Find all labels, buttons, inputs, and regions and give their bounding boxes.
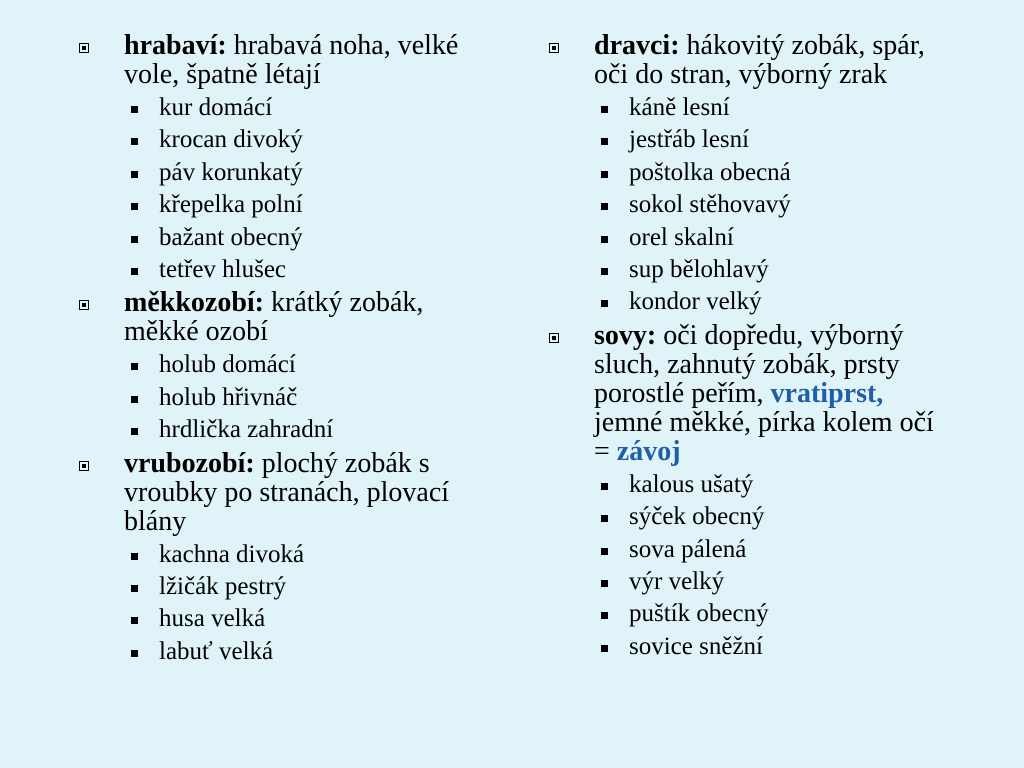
species-name: sup bělohlavý xyxy=(629,255,769,283)
species-item xyxy=(545,189,945,221)
species-item xyxy=(74,222,474,254)
category-vrubozobi xyxy=(74,449,474,669)
species-name: puštík obecný xyxy=(629,600,769,628)
species-item xyxy=(545,631,945,663)
bullet-icon xyxy=(131,617,138,624)
category-label: hrabaví: xyxy=(124,30,227,61)
species-item xyxy=(74,349,474,381)
bullet-icon xyxy=(601,548,608,555)
highlight-term-vratiprst: vratiprst, xyxy=(770,377,884,409)
species-item xyxy=(545,534,945,566)
species-name: křepelka polní xyxy=(159,191,303,219)
species-name: kondor velký xyxy=(629,288,762,316)
species-item xyxy=(545,598,945,630)
species-item xyxy=(74,382,474,414)
category-description: oči dopředu, výborný sluch, zahnutý zobák, prsty porostlé peřím, xyxy=(594,319,904,409)
square-bullet-icon xyxy=(549,333,559,343)
category-hrabavi xyxy=(74,31,474,286)
category-dravci xyxy=(545,31,945,319)
species-item xyxy=(545,286,945,318)
species-name: labuť velká xyxy=(159,637,274,665)
bullet-icon xyxy=(131,236,138,243)
bullet-icon xyxy=(131,650,138,657)
species-list xyxy=(74,539,474,669)
bullet-icon xyxy=(131,428,138,435)
category-description: hrabavá noha, velké vole, špatně létají xyxy=(124,30,459,90)
bullet-icon xyxy=(601,106,608,113)
bullet-icon xyxy=(131,396,138,403)
right-column xyxy=(545,31,945,665)
species-name: káně lesní xyxy=(629,94,730,121)
bullet-icon xyxy=(131,553,138,560)
species-item xyxy=(74,157,474,189)
species-name: krocan divoký xyxy=(159,126,303,154)
species-item xyxy=(74,254,474,286)
category-description: hákovitý zobák, spár, oči do stran, výborný zrak xyxy=(594,30,925,90)
species-list xyxy=(74,349,474,446)
bullet-icon xyxy=(601,268,608,275)
species-name: sýček obecný xyxy=(629,503,765,531)
species-name: sova pálená xyxy=(629,535,747,563)
species-item xyxy=(545,222,945,254)
species-name: kachna divoká xyxy=(159,540,305,568)
bullet-icon xyxy=(601,515,608,522)
species-item xyxy=(545,157,945,189)
species-name: orel skalní xyxy=(629,223,734,251)
bullet-icon xyxy=(601,203,608,210)
category-label: vrubozobí: xyxy=(124,447,255,479)
category-description-continued: jemné měkké, pírka kolem očí = xyxy=(594,406,934,467)
species-list xyxy=(545,92,945,319)
species-item xyxy=(74,636,474,668)
species-item xyxy=(545,469,945,501)
species-name: hrdlička zahradní xyxy=(159,416,334,444)
species-name: sokol stěhovavý xyxy=(629,191,791,219)
species-list xyxy=(545,469,945,663)
category-sovy xyxy=(545,321,945,663)
bullet-icon xyxy=(131,585,138,592)
bullet-icon xyxy=(131,138,138,145)
category-heading xyxy=(74,31,474,89)
left-column xyxy=(74,31,474,670)
category-description: plochý zobák s vroubky po stranách, plovací blány xyxy=(124,447,450,537)
species-item xyxy=(74,414,474,446)
category-heading xyxy=(545,31,945,89)
species-item xyxy=(545,254,945,286)
category-mekkozobi xyxy=(74,288,474,446)
category-heading xyxy=(74,288,474,346)
highlight-term-zavoj: závoj xyxy=(616,435,681,467)
species-name: tetřev hlušec xyxy=(159,255,287,283)
species-item xyxy=(74,189,474,221)
species-name: sovice sněžní xyxy=(629,632,763,660)
species-item xyxy=(545,501,945,533)
species-item xyxy=(74,539,474,571)
category-heading xyxy=(74,449,474,536)
species-item xyxy=(545,124,945,156)
species-item xyxy=(545,92,945,124)
category-heading xyxy=(545,321,945,466)
category-label: měkkozobí: xyxy=(124,287,264,319)
bullet-icon xyxy=(131,203,138,210)
bullet-icon xyxy=(601,483,608,490)
bullet-icon xyxy=(601,612,608,619)
species-name: poštolka obecná xyxy=(629,158,791,186)
species-item xyxy=(74,603,474,635)
species-name: páv korunkatý xyxy=(159,158,303,186)
species-item xyxy=(74,571,474,603)
bullet-icon xyxy=(601,138,608,145)
bullet-icon xyxy=(601,300,608,307)
category-label: sovy: xyxy=(594,319,657,351)
bullet-icon xyxy=(601,580,608,587)
square-bullet-icon xyxy=(79,461,89,471)
species-name: bažant obecný xyxy=(159,223,303,251)
bullet-icon xyxy=(131,171,138,178)
species-name: výr velký xyxy=(629,567,725,595)
species-name: kalous ušatý xyxy=(629,470,754,498)
bullet-icon xyxy=(601,645,608,652)
square-bullet-icon xyxy=(549,43,559,53)
species-item xyxy=(74,124,474,156)
bullet-icon xyxy=(131,268,138,275)
species-item xyxy=(74,92,474,124)
bullet-icon xyxy=(131,106,138,113)
bullet-icon xyxy=(601,236,608,243)
bullet-icon xyxy=(601,171,608,178)
species-name: husa velká xyxy=(159,605,266,633)
species-name: lžičák pestrý xyxy=(159,572,287,600)
species-name: kur domácí xyxy=(159,94,273,121)
species-list xyxy=(74,92,474,286)
species-item xyxy=(545,566,945,598)
species-name: jestřáb lesní xyxy=(629,126,750,154)
species-name: holub hřivnáč xyxy=(159,383,298,411)
category-description: krátký zobák, měkké ozobí xyxy=(124,287,424,348)
square-bullet-icon xyxy=(79,43,89,53)
category-label: dravci: xyxy=(594,30,680,61)
square-bullet-icon xyxy=(79,300,89,310)
species-name: holub domácí xyxy=(159,351,296,379)
bullet-icon xyxy=(131,363,138,370)
